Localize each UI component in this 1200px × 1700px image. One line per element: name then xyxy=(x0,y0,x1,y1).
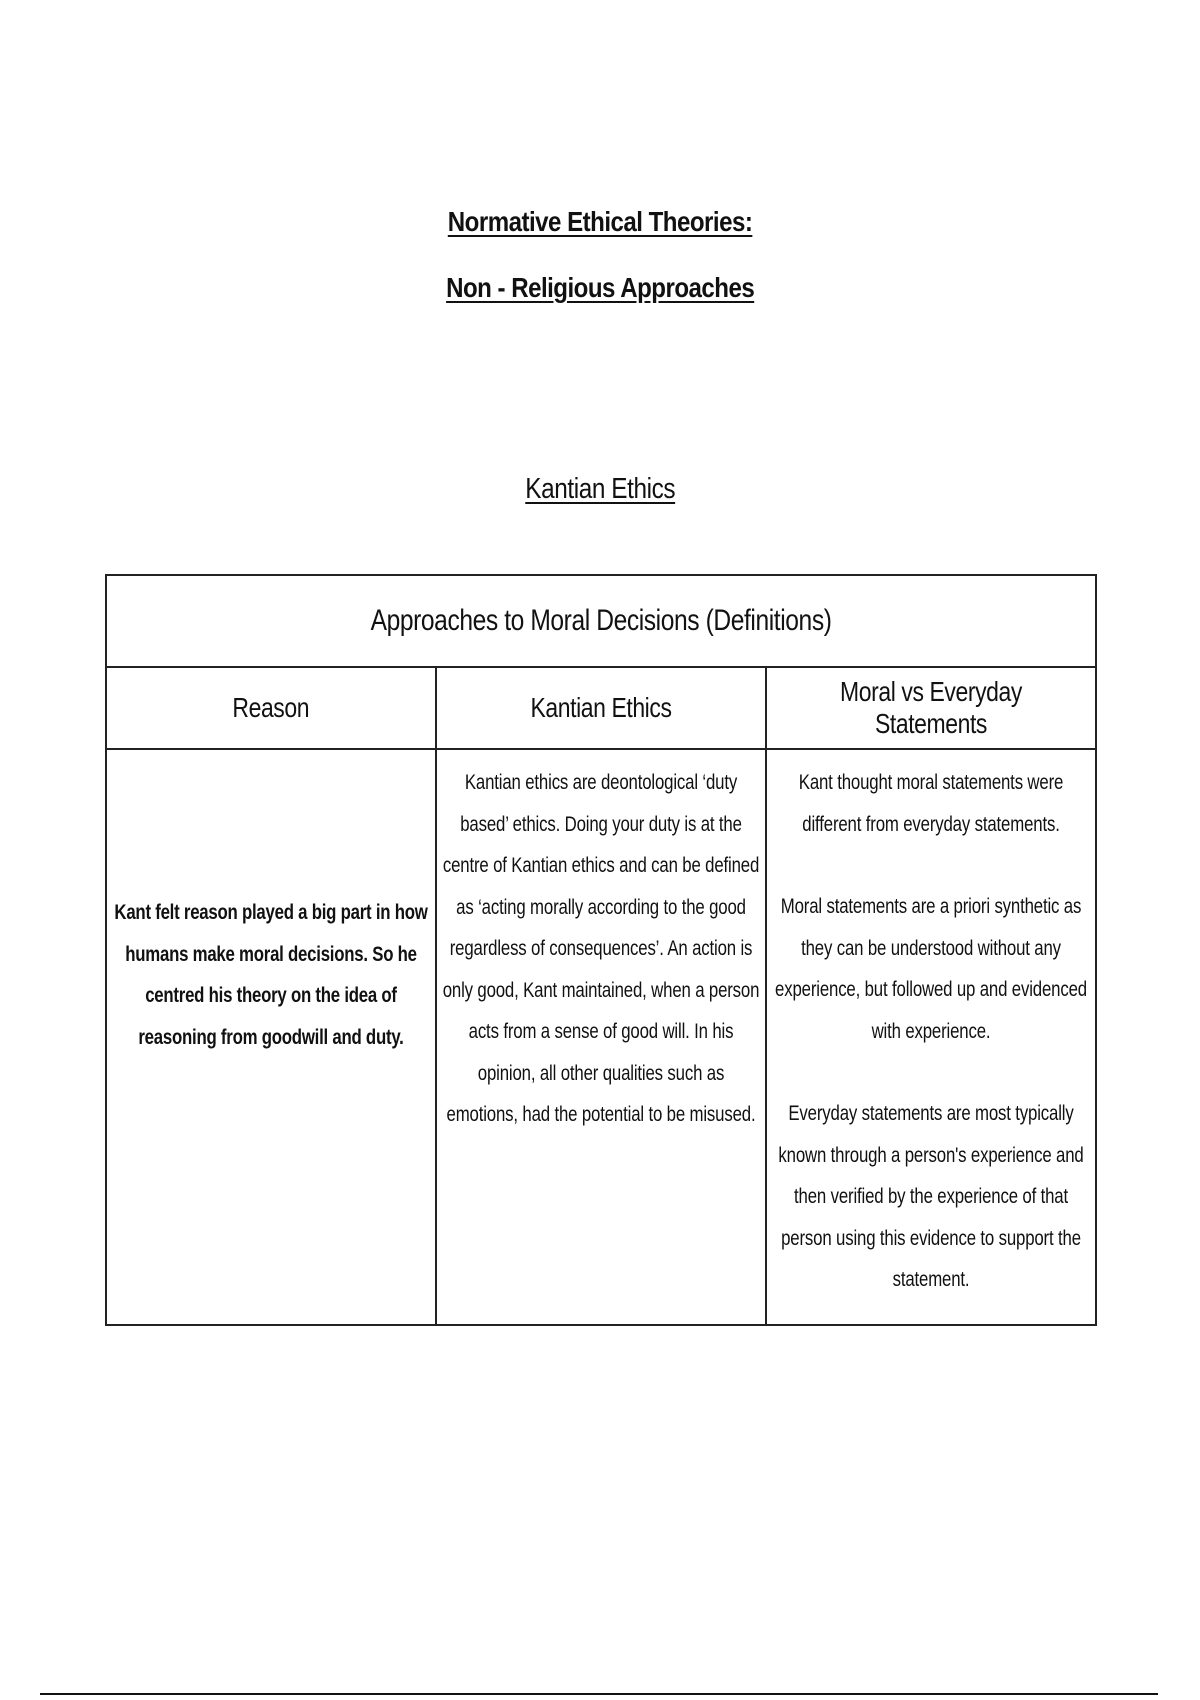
reason-cell xyxy=(106,749,436,1325)
reason-text: Kant felt reason played a big part in how humans make moral decisions. So he centred his theory on the idea of reasoning from goodwill and duty. xyxy=(114,901,428,1049)
title-line-2: Non - Religious Approaches xyxy=(445,272,755,303)
kantian-ethics-text: Kantian ethics are deontological ‘duty based’ ethics. Doing your duty is at the centre of Kantian ethics and can be defined as ‘acting morally according to the good regardless of consequences’. An action is only good, Kant maintained, when a person acts from a sense of good will. In his opinion, all other qualities such as emotions, had the potential to be misused. xyxy=(442,771,760,1126)
moral-paragraph-2: Moral statements are a priori synthetic as they can be understood without any experience, but followed up and evidenced with experience. xyxy=(775,895,1087,1043)
column-header-moral-vs-everyday xyxy=(766,667,1096,749)
kantian-ethics-cell xyxy=(436,749,766,1325)
column-header-label: Kantian Ethics xyxy=(530,692,672,723)
column-header-reason xyxy=(106,667,436,749)
moral-vs-everyday-text xyxy=(771,762,1091,1301)
moral-vs-everyday-cell xyxy=(766,749,1096,1325)
column-header-label: Reason xyxy=(232,692,310,723)
moral-paragraph-1: Kant thought moral statements were different from everyday statements. xyxy=(798,771,1064,836)
column-header-kantian-ethics xyxy=(436,667,766,749)
table-header-label: Approaches to Moral Decisions (Definitions) xyxy=(370,604,832,637)
definitions-table xyxy=(105,574,1097,1326)
document-title xyxy=(0,205,1200,337)
section-heading xyxy=(0,473,1200,506)
moral-paragraph-3: Everyday statements are most typically known through a person's experience and then verified by the experience of that person using this evidence to support the statement. xyxy=(778,1102,1084,1291)
footer-divider xyxy=(40,1693,1158,1695)
title-line-1: Normative Ethical Theories: xyxy=(447,206,753,237)
section-title: Kantian Ethics xyxy=(525,473,675,505)
table-header xyxy=(106,575,1096,667)
column-header-label: Moral vs Everyday Statements xyxy=(840,676,1022,739)
